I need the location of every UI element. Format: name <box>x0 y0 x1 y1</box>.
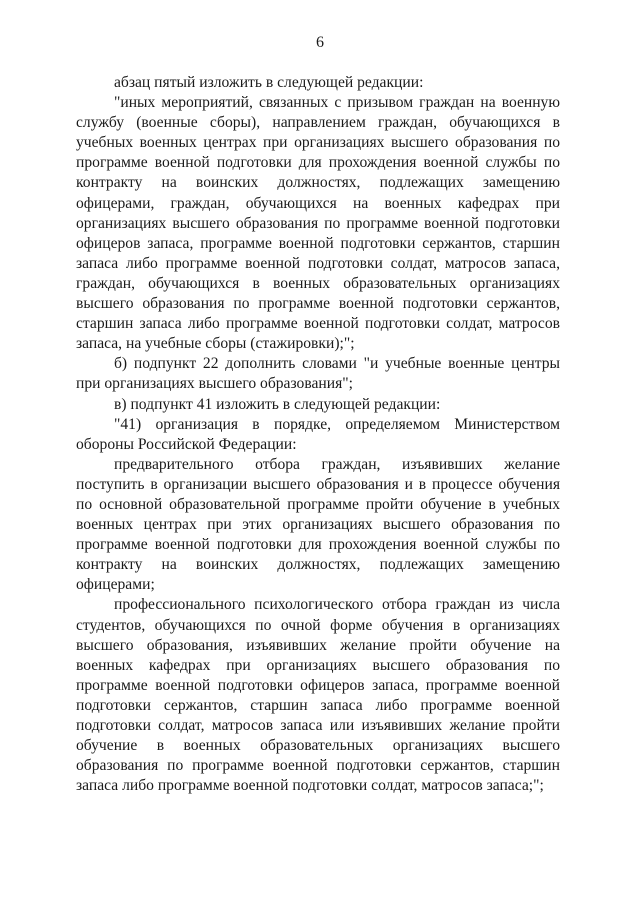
paragraph-subpoint-b: б) подпункт 22 дополнить словами "и учебные военные центры при организациях высшего образования"; <box>76 355 560 393</box>
paragraph-instruction-abzac: абзац пятый изложить в следующей редакции: <box>114 74 424 91</box>
paragraph-item-41: "41) организация в порядке, определяемом Министерством обороны Российской Федерации: <box>76 415 560 453</box>
paragraph-preliminary-selection: предварительного отбора граждан, изъявивших желание поступить в организации высшего образования и в процессе обучения по основной образовательной программе пройти обучение в учебных военных центрах при этих организациях высшего образования по программе военной подготовки для прохождения военной службы по контракту на воинских должностях, подлежащих замещению офицерами; <box>76 455 560 594</box>
paragraph-quoted-text: "иных мероприятий, связанных с призывом граждан на военную службу (военные сборы), направлением граждан, обучающихся в учебных военных центрах при организациях высшего образования по программе военной подготовки для прохождения военной службы по контракту на воинских должностях, подлежащих замещению офицерами, граждан, обучающихся на военных кафедрах при организациях высшего образования по программе военной подготовки офицеров запаса, программе военной подготовки сержантов, старшин запаса либо программе военной подготовки солдат, матросов запаса, граждан, обучающихся в военных образовательных организациях высшего образования по программе военной подготовки сержантов, старшин запаса либо программе военной подготовки солдат, матросов запаса, на учебные сборы (стажировки);"; <box>76 94 560 353</box>
document-body <box>76 73 560 796</box>
page-number: 6 <box>316 34 324 51</box>
paragraph-subpoint-v: в) подпункт 41 изложить в следующей редакции: <box>114 395 441 413</box>
paragraph-psychological-selection: профессионального психологического отбора граждан из числа студентов, обучающихся по очной форме обучения в организациях высшего образования, изъявивших желание пройти обучение на военных кафедрах при организациях высшего образования по программе военной подготовки офицеров запаса, программе военной подготовки сержантов, старшин запаса либо программе военной подготовки солдат, матросов запаса или изъявивших желание пройти обучение в военных образовательных организациях высшего образования по программе военной подготовки сержантов, старшин запаса либо программе военной подготовки солдат, матросов запаса;"; <box>76 596 560 795</box>
